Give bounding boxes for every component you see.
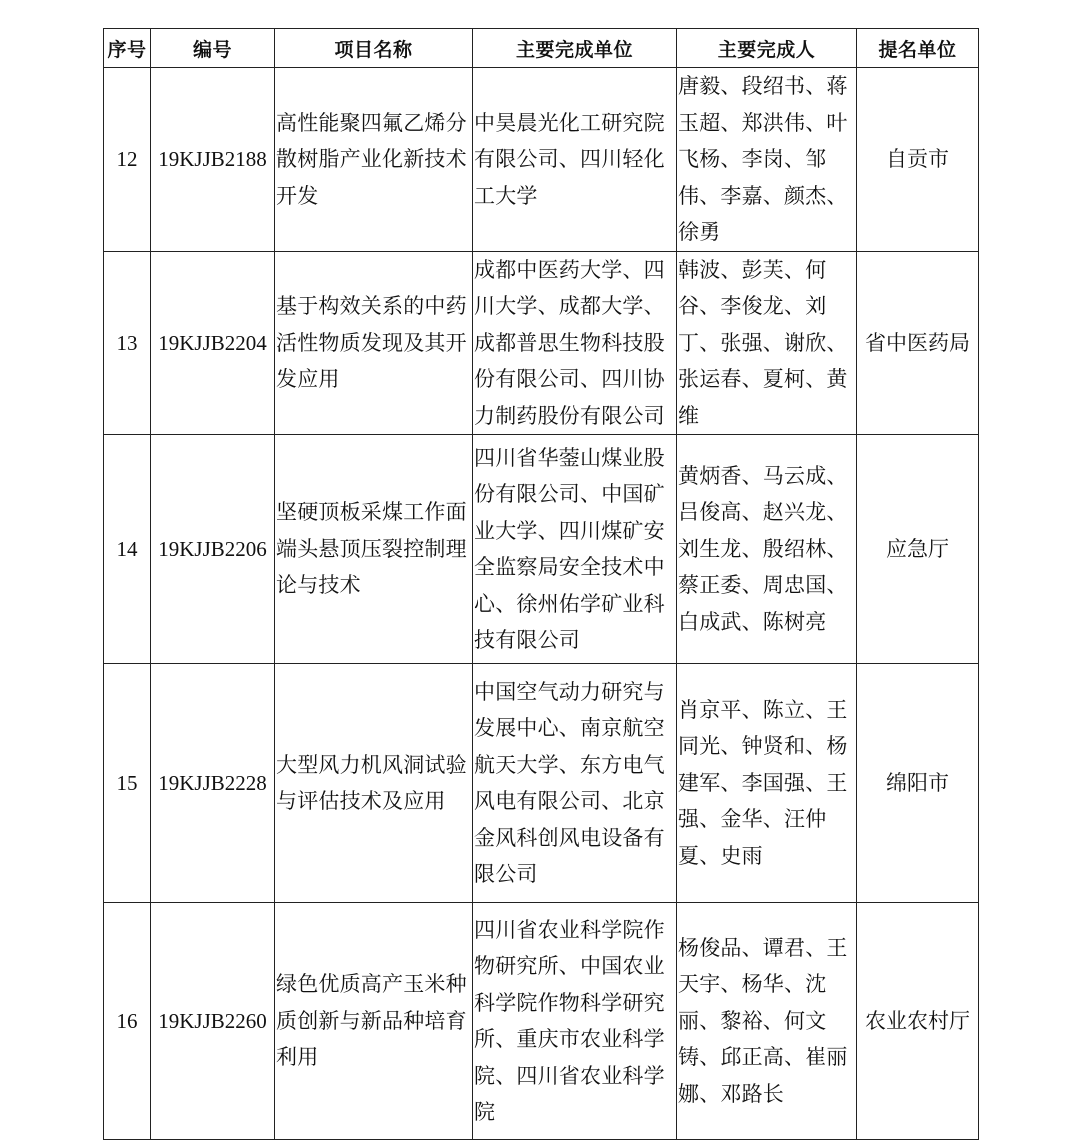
cell-main-units: 四川省农业科学院作物研究所、中国农业科学院作物科学研究所、重庆市农业科学院、四川省农业科学院 (473, 903, 677, 1140)
table-row (104, 903, 979, 1140)
cell-code: 19KJJB2206 (151, 435, 275, 664)
award-projects-table (103, 28, 979, 1140)
cell-main-people: 杨俊品、谭君、王天宇、杨华、沈丽、黎裕、何文铸、邱正高、崔丽娜、邓路长 (677, 903, 857, 1140)
cell-nominating-unit: 应急厅 (857, 435, 979, 664)
cell-code: 19KJJB2260 (151, 903, 275, 1140)
cell-project-name: 基于构效关系的中药活性物质发现及其开发应用 (275, 251, 473, 435)
header-main-units: 主要完成单位 (473, 29, 677, 68)
table-row (104, 664, 979, 903)
cell-main-people: 韩波、彭芙、何谷、李俊龙、刘丁、张强、谢欣、张运春、夏柯、黄维 (677, 251, 857, 435)
cell-nominating-unit: 农业农村厅 (857, 903, 979, 1140)
cell-main-people: 肖京平、陈立、王同光、钟贤和、杨建军、李国强、王强、金华、汪仲夏、史雨 (677, 664, 857, 903)
table-row (104, 251, 979, 435)
table-row (104, 435, 979, 664)
cell-main-units: 中国空气动力研究与发展中心、南京航空航天大学、东方电气风电有限公司、北京金风科创风电设备有限公司 (473, 664, 677, 903)
cell-nominating-unit: 绵阳市 (857, 664, 979, 903)
cell-project-name: 大型风力机风洞试验与评估技术及应用 (275, 664, 473, 903)
cell-project-name: 坚硬顶板采煤工作面端头悬顶压裂控制理论与技术 (275, 435, 473, 664)
header-code: 编号 (151, 29, 275, 68)
header-project-name: 项目名称 (275, 29, 473, 68)
cell-code: 19KJJB2204 (151, 251, 275, 435)
header-nominating-unit: 提名单位 (857, 29, 979, 68)
cell-seq: 15 (104, 664, 151, 903)
cell-nominating-unit: 自贡市 (857, 68, 979, 252)
cell-seq: 12 (104, 68, 151, 252)
cell-seq: 14 (104, 435, 151, 664)
header-main-people: 主要完成人 (677, 29, 857, 68)
table-row (104, 68, 979, 252)
cell-main-people: 黄炳香、马云成、吕俊高、赵兴龙、刘生龙、殷绍林、蔡正委、周忠国、白成武、陈树亮 (677, 435, 857, 664)
cell-project-name: 高性能聚四氟乙烯分散树脂产业化新技术开发 (275, 68, 473, 252)
cell-main-units: 中昊晨光化工研究院有限公司、四川轻化工大学 (473, 68, 677, 252)
cell-seq: 13 (104, 251, 151, 435)
cell-nominating-unit: 省中医药局 (857, 251, 979, 435)
cell-main-units: 成都中医药大学、四川大学、成都大学、成都普思生物科技股份有限公司、四川协力制药股份有限公司 (473, 251, 677, 435)
cell-project-name: 绿色优质高产玉米种质创新与新品种培育利用 (275, 903, 473, 1140)
cell-code: 19KJJB2228 (151, 664, 275, 903)
header-seq: 序号 (104, 29, 151, 68)
cell-main-people: 唐毅、段绍书、蒋玉超、郑洪伟、叶飞杨、李岗、邹伟、李嘉、颜杰、徐勇 (677, 68, 857, 252)
cell-main-units: 四川省华蓥山煤业股份有限公司、中国矿业大学、四川煤矿安全监察局安全技术中心、徐州佑学矿业科技有限公司 (473, 435, 677, 664)
cell-seq: 16 (104, 903, 151, 1140)
table-header-row (104, 29, 979, 68)
cell-code: 19KJJB2188 (151, 68, 275, 252)
